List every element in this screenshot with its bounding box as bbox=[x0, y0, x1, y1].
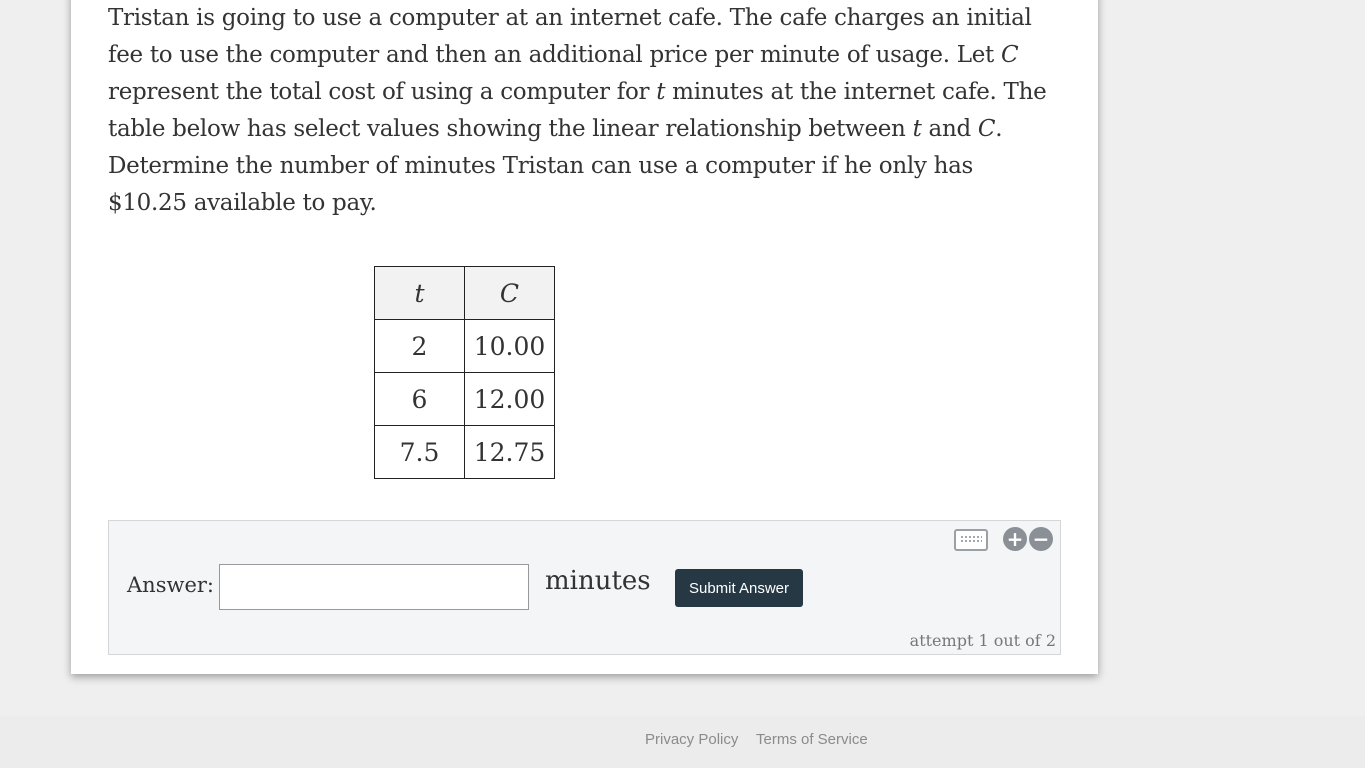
table-row bbox=[375, 320, 555, 373]
variable-t-2: t bbox=[912, 116, 922, 142]
variable-c-2: C bbox=[977, 116, 996, 142]
attempt-counter: attempt 1 out of 2 bbox=[909, 631, 1056, 650]
variable-c: C bbox=[1001, 42, 1019, 68]
answer-input[interactable] bbox=[219, 564, 529, 610]
zoom-out-icon[interactable]: − bbox=[1029, 527, 1053, 551]
table-cell: 10.00 bbox=[465, 320, 555, 373]
table-cell: 12.00 bbox=[465, 373, 555, 426]
table-cell: 2 bbox=[375, 320, 465, 373]
table-cell: 6 bbox=[375, 373, 465, 426]
keyboard-icon[interactable] bbox=[954, 529, 988, 551]
table-row bbox=[375, 426, 555, 479]
answer-label: Answer: bbox=[127, 573, 214, 597]
values-table bbox=[374, 266, 555, 479]
table-cell: 12.75 bbox=[465, 426, 555, 479]
terms-of-service-link[interactable]: Terms of Service bbox=[756, 731, 868, 748]
variable-t: t bbox=[656, 79, 666, 105]
table-cell: 7.5 bbox=[375, 426, 465, 479]
table-header-t: t bbox=[375, 267, 465, 320]
table-header-row bbox=[375, 267, 555, 320]
privacy-policy-link[interactable]: Privacy Policy bbox=[645, 731, 739, 748]
footer bbox=[0, 716, 1365, 768]
answer-panel bbox=[108, 520, 1061, 655]
answer-unit: minutes bbox=[545, 566, 651, 596]
question-text: Tristan is going to use a computer at an internet cafe. The cafe charges an initial fee to use the computer and then an additional price per minute of usage. Let C represent the total cost of using a computer for t minutes at the internet cafe. The table below has select values showing the linear relationship between t and C. Determine the number of minutes Tristan can use a computer if he only has $10.25 available to pay. bbox=[108, 5, 1047, 216]
zoom-in-icon[interactable]: + bbox=[1003, 527, 1027, 551]
table-row bbox=[375, 373, 555, 426]
table-header-c: C bbox=[465, 267, 555, 320]
submit-answer-button[interactable]: Submit Answer bbox=[675, 569, 803, 607]
